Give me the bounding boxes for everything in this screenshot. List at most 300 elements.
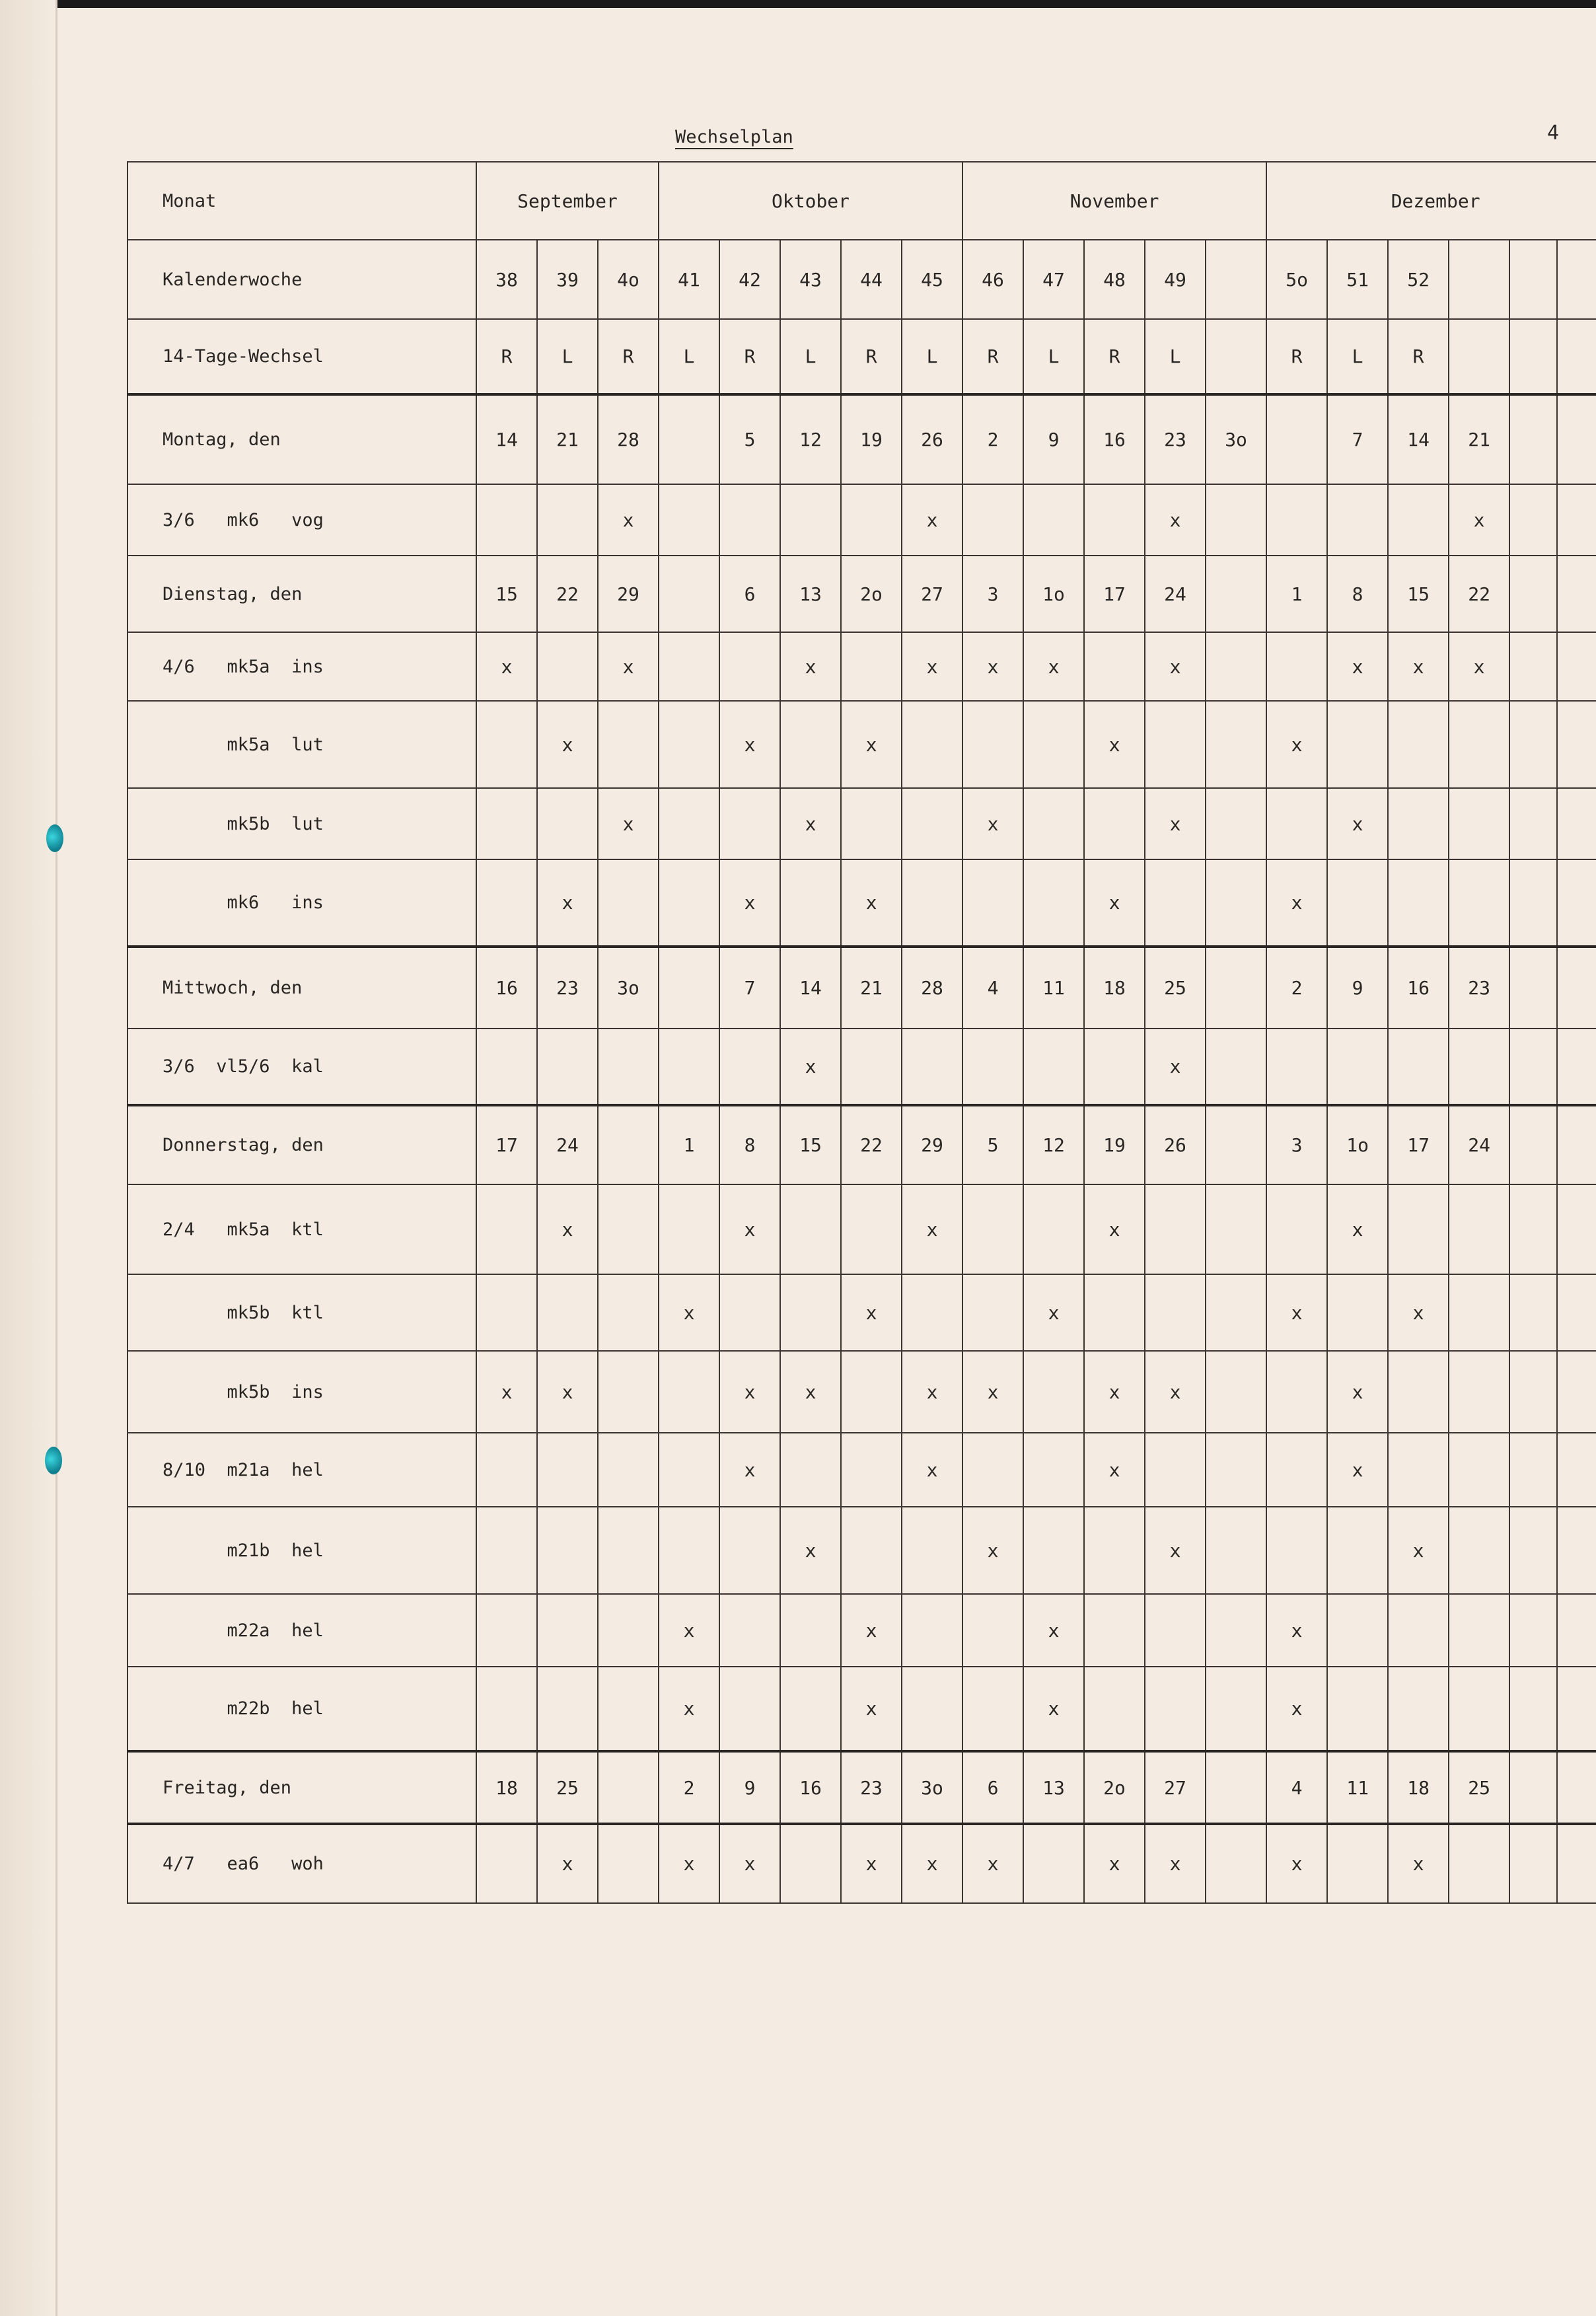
mark-cell [1206, 1667, 1266, 1751]
mark-cell [659, 484, 719, 556]
week-number-cell: 52 [1388, 240, 1449, 319]
mark-cell [598, 1824, 659, 1903]
date-cell [598, 1751, 659, 1824]
week-number-cell: 45 [902, 240, 962, 319]
mark-cell [719, 1029, 780, 1105]
class-schedule-row [127, 484, 1596, 556]
week-number-cell: 47 [1023, 240, 1084, 319]
mark-cell: x [902, 1824, 962, 1903]
date-cell: 17 [1084, 556, 1145, 632]
mark-cell [1023, 701, 1084, 788]
date-cell: 23 [537, 947, 598, 1029]
class-schedule-row [127, 1824, 1596, 1903]
mark-cell [659, 1507, 719, 1594]
mark-cell: x [780, 1507, 841, 1594]
date-cell: 29 [598, 556, 659, 632]
date-cell [659, 947, 719, 1029]
date-cell: 15 [1388, 556, 1449, 632]
mark-cell [1327, 484, 1388, 556]
row-label: mk5b ktl [127, 1274, 476, 1351]
date-cell: 15 [476, 556, 537, 632]
week-number-cell [1509, 240, 1557, 319]
date-cell: 16 [780, 1751, 841, 1824]
mark-cell: x [1266, 859, 1327, 947]
date-cell [1206, 1105, 1266, 1184]
mark-cell [1388, 1667, 1449, 1751]
mark-cell: x [780, 788, 841, 859]
mark-cell: x [1084, 1824, 1145, 1903]
mark-cell [1023, 1184, 1084, 1274]
mark-cell: x [659, 1274, 719, 1351]
week-number-cell: 38 [476, 240, 537, 319]
mark-cell: x [902, 632, 962, 701]
date-cell [1557, 1751, 1596, 1824]
date-cell: 1 [1266, 556, 1327, 632]
mark-cell [476, 859, 537, 947]
row-label: Kalenderwoche [127, 240, 476, 319]
mark-cell [962, 701, 1023, 788]
row-label: m21b hel [127, 1507, 476, 1594]
mark-cell [659, 859, 719, 947]
mark-cell [476, 1594, 537, 1667]
mark-cell: x [1327, 1433, 1388, 1507]
mark-cell: x [719, 859, 780, 947]
class-schedule-row [127, 701, 1596, 788]
mark-cell [537, 484, 598, 556]
date-cell: 8 [1327, 556, 1388, 632]
mark-cell [476, 1274, 537, 1351]
mark-cell: x [1023, 1594, 1084, 1667]
date-cell: 29 [902, 1105, 962, 1184]
mark-cell [476, 1824, 537, 1903]
date-cell: 1o [1327, 1105, 1388, 1184]
mark-cell [962, 1274, 1023, 1351]
mark-cell [1557, 1351, 1596, 1433]
mark-cell [1327, 859, 1388, 947]
date-cell: 2 [962, 394, 1023, 484]
mark-cell [1206, 632, 1266, 701]
date-cell [1509, 394, 1557, 484]
mark-cell [476, 1029, 537, 1105]
mark-cell [841, 1351, 902, 1433]
mark-cell: x [719, 701, 780, 788]
mark-cell: x [962, 788, 1023, 859]
mark-cell [1449, 788, 1509, 859]
mark-cell [476, 484, 537, 556]
mark-cell [780, 1594, 841, 1667]
date-cell [1509, 947, 1557, 1029]
row-label: Montag, den [127, 394, 476, 484]
mark-cell [1388, 859, 1449, 947]
mark-cell: x [841, 1824, 902, 1903]
mark-cell [1266, 1184, 1327, 1274]
mark-cell [1449, 1184, 1509, 1274]
date-cell: 3o [902, 1751, 962, 1824]
weekday-date-row [127, 394, 1596, 484]
rotation-cell [1206, 319, 1266, 394]
mark-cell [476, 1184, 537, 1274]
mark-cell [1388, 1184, 1449, 1274]
week-number-cell: 42 [719, 240, 780, 319]
date-cell: 21 [537, 394, 598, 484]
date-cell [1557, 394, 1596, 484]
date-cell: 17 [1388, 1105, 1449, 1184]
row-label: 4/7 ea6 woh [127, 1824, 476, 1903]
class-schedule-row [127, 1594, 1596, 1667]
mark-cell [537, 1274, 598, 1351]
row-label: 14-Tage-Wechsel [127, 319, 476, 394]
mark-cell [1509, 1594, 1557, 1667]
date-cell: 13 [780, 556, 841, 632]
date-cell: 2o [1084, 1751, 1145, 1824]
date-cell: 28 [598, 394, 659, 484]
mark-cell: x [1266, 1824, 1327, 1903]
mark-cell [780, 1433, 841, 1507]
date-cell: 5 [719, 394, 780, 484]
mark-cell: x [1023, 1667, 1084, 1751]
mark-cell [1388, 1029, 1449, 1105]
mark-cell: x [1145, 632, 1206, 701]
month-header: Dezember [1266, 162, 1596, 240]
mark-cell [1509, 1667, 1557, 1751]
mark-cell [476, 1667, 537, 1751]
mark-cell: x [1327, 1351, 1388, 1433]
mark-cell [598, 1351, 659, 1433]
mark-cell [719, 1667, 780, 1751]
mark-cell [598, 1594, 659, 1667]
mark-cell [1206, 1507, 1266, 1594]
mark-cell [1557, 1274, 1596, 1351]
mark-cell [841, 1029, 902, 1105]
mark-cell [476, 1507, 537, 1594]
mark-cell [719, 1274, 780, 1351]
class-schedule-row [127, 1351, 1596, 1433]
mark-cell [1023, 1507, 1084, 1594]
mark-cell [476, 701, 537, 788]
mark-cell [598, 1184, 659, 1274]
row-label: 8/10 m21a hel [127, 1433, 476, 1507]
mark-cell [1023, 1433, 1084, 1507]
mark-cell [1327, 701, 1388, 788]
mark-cell [1509, 701, 1557, 788]
mark-cell [1509, 1351, 1557, 1433]
rotation-cell: R [476, 319, 537, 394]
date-cell: 6 [719, 556, 780, 632]
mark-cell [1084, 1594, 1145, 1667]
mark-cell [1023, 1824, 1084, 1903]
mark-cell [537, 1029, 598, 1105]
rotation-cell [1509, 319, 1557, 394]
mark-cell: x [902, 1351, 962, 1433]
mark-cell [962, 1594, 1023, 1667]
date-cell: 23 [1145, 394, 1206, 484]
rotation-cell: L [537, 319, 598, 394]
date-cell: 5 [962, 1105, 1023, 1184]
mark-cell: x [1084, 1433, 1145, 1507]
mark-cell [1449, 1667, 1509, 1751]
mark-cell [902, 1029, 962, 1105]
mark-cell [598, 859, 659, 947]
mark-cell [1206, 1351, 1266, 1433]
date-cell: 18 [1388, 1751, 1449, 1824]
punch-hole-marker [46, 824, 63, 852]
date-cell: 14 [780, 947, 841, 1029]
row-label: Donnerstag, den [127, 1105, 476, 1184]
mark-cell [1509, 1274, 1557, 1351]
mark-cell [1557, 788, 1596, 859]
mark-cell [1266, 1433, 1327, 1507]
rotation-cell: R [1084, 319, 1145, 394]
date-cell [1206, 1751, 1266, 1824]
mark-cell: x [1084, 1184, 1145, 1274]
weekday-date-row [127, 947, 1596, 1029]
row-label: 3/6 mk6 vog [127, 484, 476, 556]
mark-cell: x [719, 1184, 780, 1274]
mark-cell: x [1266, 1667, 1327, 1751]
week-number-cell: 41 [659, 240, 719, 319]
mark-cell [659, 1433, 719, 1507]
date-cell: 9 [1327, 947, 1388, 1029]
mark-cell [1449, 701, 1509, 788]
row-label: mk5a lut [127, 701, 476, 788]
mark-cell: x [659, 1824, 719, 1903]
month-header: November [962, 162, 1266, 240]
date-cell: 26 [1145, 1105, 1206, 1184]
mark-cell [902, 1274, 962, 1351]
row-label: 4/6 mk5a ins [127, 632, 476, 701]
weekday-date-row [127, 556, 1596, 632]
mark-cell [598, 1029, 659, 1105]
date-cell: 7 [1327, 394, 1388, 484]
class-schedule-row [127, 1184, 1596, 1274]
mark-cell: x [1266, 701, 1327, 788]
month-header: Oktober [659, 162, 962, 240]
date-cell [1206, 947, 1266, 1029]
mark-cell [1145, 1667, 1206, 1751]
row-label: 3/6 vl5/6 kal [127, 1029, 476, 1105]
mark-cell [1388, 484, 1449, 556]
mark-cell: x [1388, 1824, 1449, 1903]
class-schedule-row [127, 1667, 1596, 1751]
rotation-cell: L [780, 319, 841, 394]
date-cell: 21 [841, 947, 902, 1029]
mark-cell [1509, 632, 1557, 701]
date-cell: 26 [902, 394, 962, 484]
mark-cell [1449, 1029, 1509, 1105]
mark-cell [780, 859, 841, 947]
schedule-table [127, 161, 1596, 1904]
class-schedule-row [127, 1507, 1596, 1594]
date-cell: 19 [841, 394, 902, 484]
mark-cell: x [902, 1184, 962, 1274]
mark-cell: x [1388, 1507, 1449, 1594]
row-label: 2/4 mk5a ktl [127, 1184, 476, 1274]
mark-cell [598, 1274, 659, 1351]
mark-cell [659, 1184, 719, 1274]
date-cell [1206, 556, 1266, 632]
mark-cell [780, 484, 841, 556]
mark-cell [1449, 1824, 1509, 1903]
mark-cell [1266, 788, 1327, 859]
mark-cell [1388, 701, 1449, 788]
mark-cell: x [476, 632, 537, 701]
mark-cell [902, 701, 962, 788]
mark-cell: x [1266, 1594, 1327, 1667]
mark-cell: x [962, 1351, 1023, 1433]
page-title: Wechselplan [675, 127, 793, 147]
date-cell: 22 [1449, 556, 1509, 632]
mark-cell [841, 788, 902, 859]
mark-cell [1206, 1184, 1266, 1274]
mark-cell: x [476, 1351, 537, 1433]
mark-cell [1557, 1824, 1596, 1903]
mark-cell [1145, 1594, 1206, 1667]
mark-cell [1084, 1507, 1145, 1594]
mark-cell [1557, 1507, 1596, 1594]
mark-cell [537, 1667, 598, 1751]
mark-cell: x [902, 1433, 962, 1507]
mark-cell [841, 1507, 902, 1594]
class-schedule-row [127, 1433, 1596, 1507]
mark-cell: x [537, 701, 598, 788]
rotation-cell [1557, 319, 1596, 394]
date-cell [1509, 1105, 1557, 1184]
date-cell: 2 [1266, 947, 1327, 1029]
date-cell: 3o [1206, 394, 1266, 484]
rotation-cell: L [1023, 319, 1084, 394]
date-cell: 23 [841, 1751, 902, 1824]
date-cell [598, 1105, 659, 1184]
mark-cell [1557, 1594, 1596, 1667]
mark-cell [1509, 1433, 1557, 1507]
mark-cell: x [962, 1824, 1023, 1903]
mark-cell: x [1327, 632, 1388, 701]
mark-cell: x [719, 1433, 780, 1507]
mark-cell: x [1145, 788, 1206, 859]
mark-cell [719, 1594, 780, 1667]
mark-cell [780, 1274, 841, 1351]
mark-cell: x [537, 1184, 598, 1274]
mark-cell [537, 1433, 598, 1507]
date-cell: 4 [962, 947, 1023, 1029]
mark-cell [1327, 1274, 1388, 1351]
mark-cell [1449, 1433, 1509, 1507]
date-cell: 9 [719, 1751, 780, 1824]
mark-cell [1557, 701, 1596, 788]
mark-cell: x [1388, 632, 1449, 701]
mark-cell: x [1023, 632, 1084, 701]
mark-cell: x [659, 1594, 719, 1667]
mark-cell [537, 1594, 598, 1667]
row-label: m22b hel [127, 1667, 476, 1751]
mark-cell [902, 859, 962, 947]
mark-cell: x [841, 1274, 902, 1351]
mark-cell [1266, 632, 1327, 701]
weekday-date-row [127, 1105, 1596, 1184]
mark-cell [841, 1184, 902, 1274]
date-cell: 28 [902, 947, 962, 1029]
date-cell: 8 [719, 1105, 780, 1184]
mark-cell [1023, 788, 1084, 859]
row-label: m22a hel [127, 1594, 476, 1667]
row-label: Monat [127, 162, 476, 240]
mark-cell [1084, 788, 1145, 859]
mark-cell: x [962, 1507, 1023, 1594]
mark-cell [780, 1824, 841, 1903]
row-label: Mittwoch, den [127, 947, 476, 1029]
mark-cell [1557, 859, 1596, 947]
mark-cell [1145, 859, 1206, 947]
mark-cell [902, 788, 962, 859]
mark-cell [1557, 484, 1596, 556]
page-number: 4 [1547, 122, 1560, 145]
week-number-cell: 48 [1084, 240, 1145, 319]
binding-gutter [0, 0, 57, 2316]
date-cell: 14 [1388, 394, 1449, 484]
mark-cell [1206, 1274, 1266, 1351]
schedule-sheet [127, 161, 1596, 1904]
mark-cell [1557, 1433, 1596, 1507]
mark-cell [537, 1507, 598, 1594]
mark-cell [1388, 1594, 1449, 1667]
mark-cell [841, 484, 902, 556]
mark-cell [1327, 1824, 1388, 1903]
mark-cell [962, 859, 1023, 947]
scan-top-edge [0, 0, 1596, 8]
mark-cell [1023, 484, 1084, 556]
rotation-cell: L [1145, 319, 1206, 394]
mark-cell: x [1084, 701, 1145, 788]
date-cell: 2 [659, 1751, 719, 1824]
date-cell: 18 [1084, 947, 1145, 1029]
row-label: mk5b lut [127, 788, 476, 859]
mark-cell [1509, 788, 1557, 859]
mark-cell [1327, 1029, 1388, 1105]
mark-cell: x [1145, 1029, 1206, 1105]
mark-cell [1388, 1433, 1449, 1507]
mark-cell [780, 1184, 841, 1274]
date-cell: 7 [719, 947, 780, 1029]
mark-cell: x [1388, 1274, 1449, 1351]
mark-cell [1084, 1667, 1145, 1751]
class-schedule-row [127, 1029, 1596, 1105]
week-number-cell: 39 [537, 240, 598, 319]
week-number-cell [1449, 240, 1509, 319]
mark-cell [1084, 632, 1145, 701]
mark-cell [1327, 1507, 1388, 1594]
mark-cell [1509, 1029, 1557, 1105]
date-cell: 16 [476, 947, 537, 1029]
mark-cell [1266, 1507, 1327, 1594]
mark-cell: x [719, 1824, 780, 1903]
mark-cell [1557, 1667, 1596, 1751]
mark-cell: x [841, 1594, 902, 1667]
date-cell: 3 [962, 556, 1023, 632]
mark-cell [841, 632, 902, 701]
mark-cell: x [537, 1824, 598, 1903]
week-number-cell: 4o [598, 240, 659, 319]
mark-cell [1206, 701, 1266, 788]
mark-cell: x [780, 632, 841, 701]
row-label: Dienstag, den [127, 556, 476, 632]
mark-cell [1449, 1274, 1509, 1351]
mark-cell [1145, 1433, 1206, 1507]
mark-cell [1145, 1274, 1206, 1351]
mark-cell: x [598, 632, 659, 701]
mark-cell [1206, 1824, 1266, 1903]
date-cell: 3 [1266, 1105, 1327, 1184]
mark-cell: x [1449, 632, 1509, 701]
